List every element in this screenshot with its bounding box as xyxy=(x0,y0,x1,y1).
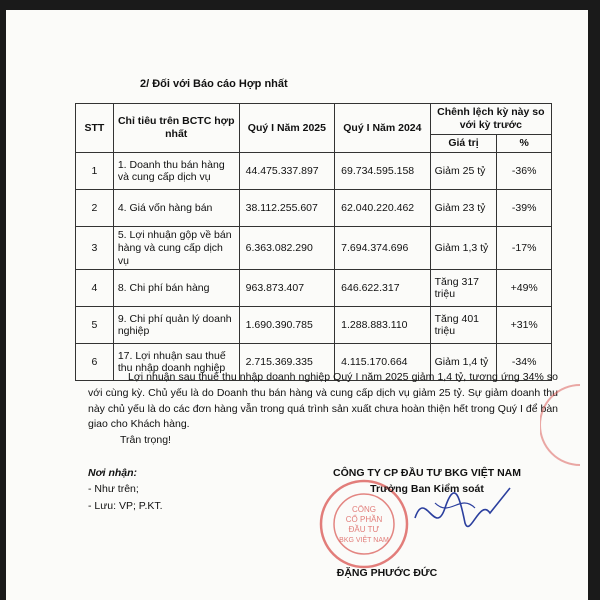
header-q1-2025: Quý I Năm 2025 xyxy=(239,104,334,153)
row-q1-2024: 69.734.595.158 xyxy=(335,153,430,190)
signer-title: Trưởng Ban Kiểm soát xyxy=(370,483,484,496)
table-row xyxy=(76,307,552,344)
closing-text: Trân trọng! xyxy=(120,434,171,446)
table-row xyxy=(76,190,552,227)
row-stt: 1 xyxy=(76,153,114,190)
row-stt: 5 xyxy=(76,307,114,344)
row-diff-pct: -39% xyxy=(497,190,552,227)
row-label: 9. Chi phí quản lý doanh nghiệp xyxy=(113,307,239,344)
signer-name: ĐẶNG PHƯỚC ĐỨC xyxy=(336,567,438,579)
svg-text:BKG VIỆT NAM: BKG VIỆT NAM xyxy=(339,537,389,544)
recipients-heading: Nơi nhận: xyxy=(88,467,138,479)
consolidated-report-table xyxy=(75,103,552,381)
row-q1-2025: 1.690.390.785 xyxy=(239,307,334,344)
handwritten-signature xyxy=(405,478,515,548)
row-diff-value: Giảm 1,4 tỷ xyxy=(430,344,497,381)
row-label: 8. Chi phí bán hàng xyxy=(113,270,239,307)
row-diff-value: Tăng 401 triệu xyxy=(430,307,497,344)
row-stt: 4 xyxy=(76,270,114,307)
header-q1-2024: Quý I Năm 2024 xyxy=(335,104,430,153)
header-indicator: Chỉ tiêu trên BCTC hợp nhất xyxy=(113,104,239,153)
header-diff: Chênh lệch kỳ này so với kỳ trước xyxy=(430,104,551,135)
svg-text:ĐẦU TƯ: ĐẦU TƯ xyxy=(348,525,380,534)
row-q1-2024: 646.622.317 xyxy=(335,270,430,307)
row-q1-2025: 38.112.255.607 xyxy=(239,190,334,227)
row-stt: 2 xyxy=(76,190,114,227)
row-diff-pct: -34% xyxy=(497,344,552,381)
company-name: CÔNG TY CP ĐẦU TƯ BKG VIỆT NAM xyxy=(332,467,521,479)
recipient-item: - Như trên; xyxy=(88,483,139,496)
row-q1-2025: 44.475.337.897 xyxy=(239,153,334,190)
recipient-item: - Lưu: VP; P.KT. xyxy=(88,499,163,512)
row-q1-2024: 1.288.883.110 xyxy=(335,307,430,344)
svg-text:CÔNG: CÔNG xyxy=(352,505,376,514)
row-label: 5. Lợi nhuận gộp về bán hàng và cung cấp dịch vụ xyxy=(113,227,239,270)
row-stt: 3 xyxy=(76,227,114,270)
row-q1-2025: 2.715.369.335 xyxy=(239,344,334,381)
row-label: 17. Lợi nhuận sau thuế thu nhập doanh nghiệp xyxy=(113,344,239,381)
row-q1-2024: 62.040.220.462 xyxy=(335,190,430,227)
header-diff-pct: % xyxy=(497,135,552,153)
row-diff-pct: +31% xyxy=(497,307,552,344)
row-label: 1. Doanh thu bán hàng và cung cấp dịch vụ xyxy=(113,153,239,190)
header-diff-value: Giá trị xyxy=(430,135,497,153)
explanation-text: Lợi nhuận sau thuế thu nhập doanh nghiệp Quý I năm 2025 giảm 1,4 tỷ, tương ứng 34% so với cùng kỳ. Chủ yếu là do Doanh thu bán hàng và cung cấp dịch vụ giảm 25 tỷ. Sự giảm doanh thu này chủ yếu là do các đơn hàng vẫn trong quá trình sản xuất chưa hoàn thiện hết trong Quý I để bàn giao cho Khách hàng. xyxy=(88,371,558,431)
row-diff-pct: +49% xyxy=(497,270,552,307)
row-q1-2025: 963.873.407 xyxy=(239,270,334,307)
svg-text:CỔ PHẦN: CỔ PHẦN xyxy=(345,515,383,524)
row-diff-pct: -17% xyxy=(497,227,552,270)
table-row xyxy=(76,227,552,270)
row-diff-value: Giảm 25 tỷ xyxy=(430,153,497,190)
edge-stamp xyxy=(540,380,585,470)
section-title: 2/ Đối với Báo cáo Hợp nhất xyxy=(140,78,288,90)
row-q1-2025: 6.363.082.290 xyxy=(239,227,334,270)
row-q1-2024: 4.115.170.664 xyxy=(335,344,430,381)
explanation-paragraph xyxy=(88,370,558,433)
table-row xyxy=(76,270,552,307)
table-row xyxy=(76,153,552,190)
header-stt: STT xyxy=(76,104,114,153)
row-stt: 6 xyxy=(76,344,114,381)
row-diff-value: Giảm 23 tỷ xyxy=(430,190,497,227)
row-label: 4. Giá vốn hàng bán xyxy=(113,190,239,227)
row-diff-value: Giảm 1,3 tỷ xyxy=(430,227,497,270)
row-diff-pct: -36% xyxy=(497,153,552,190)
recipients-block xyxy=(88,465,163,514)
row-q1-2024: 7.694.374.696 xyxy=(335,227,430,270)
row-diff-value: Tăng 317 triệu xyxy=(430,270,497,307)
